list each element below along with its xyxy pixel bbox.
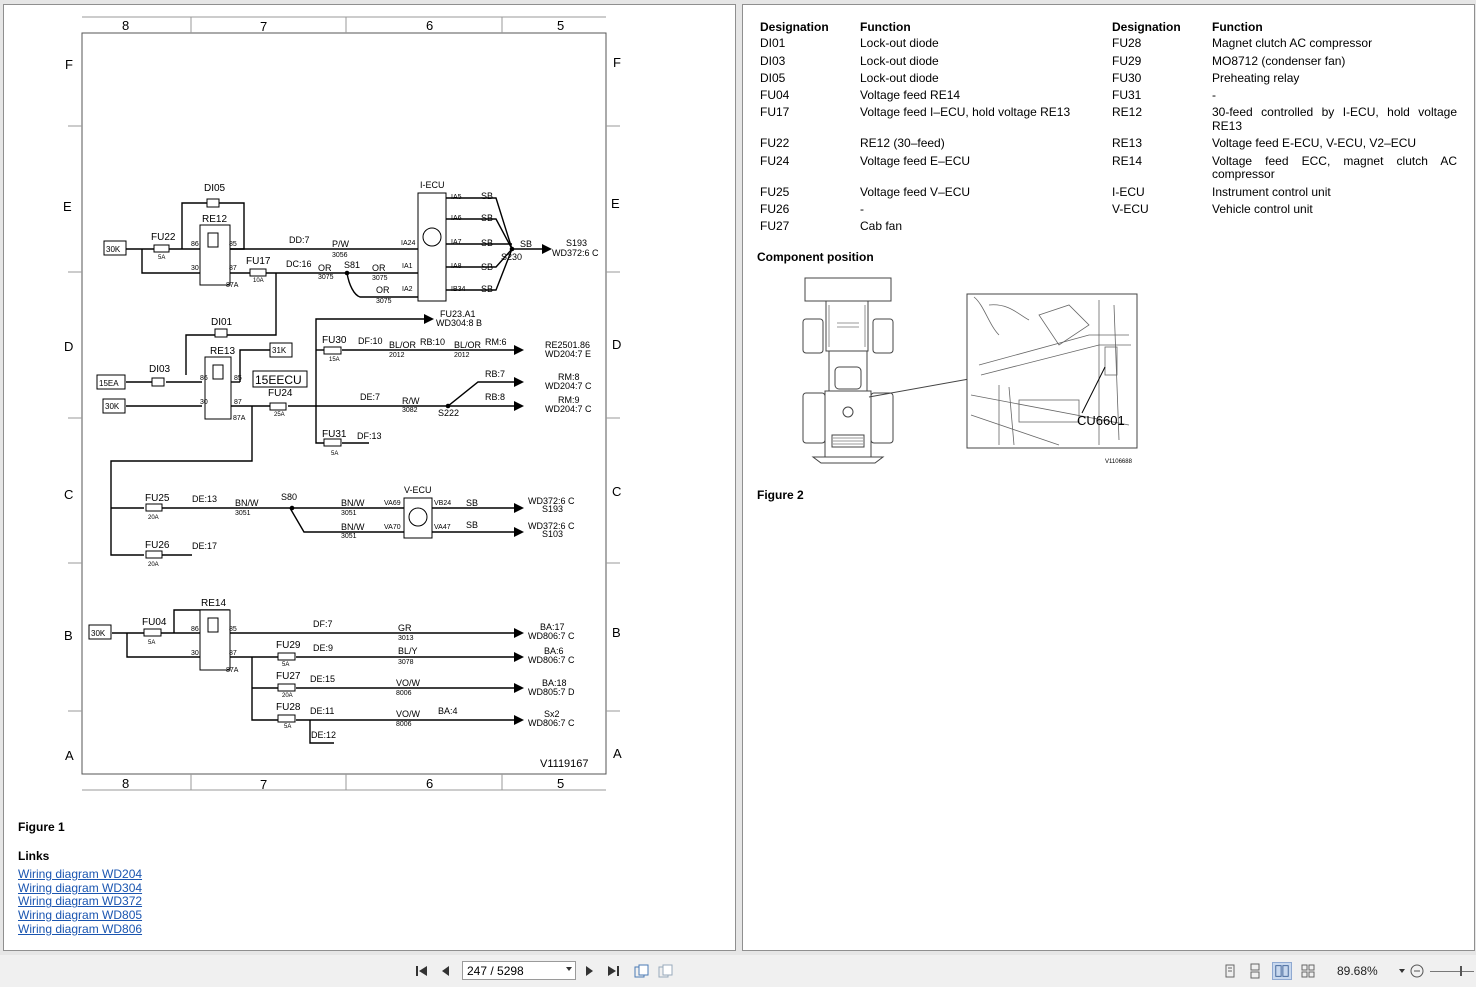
label-15ea: 15EA xyxy=(99,379,119,388)
grid-col-label: 8 xyxy=(122,18,130,33)
function-cell: RE12 (30–feed) xyxy=(860,136,945,151)
label-wd805: WD805:7 D xyxy=(528,687,575,697)
label-pin: 30 xyxy=(200,399,208,406)
label-3078: 3078 xyxy=(398,659,414,666)
grid-col-label: 7 xyxy=(260,777,268,792)
label-pw: P/W xyxy=(332,239,349,249)
label-sx2: Sx2 xyxy=(544,709,560,719)
table-row xyxy=(1112,72,1457,89)
page-number-value: 247 / 5298 xyxy=(467,964,524,978)
label-de15: DE:15 xyxy=(310,674,336,684)
label-blor: BL/OR xyxy=(389,340,417,350)
table-row xyxy=(1112,137,1457,154)
label-ia1: IA1 xyxy=(402,263,413,270)
label-s81: S81 xyxy=(344,260,361,270)
label-gr: GR xyxy=(398,623,412,633)
grid-row-label: D xyxy=(612,337,622,352)
label-pin: 86 xyxy=(191,241,199,248)
function-cell: Lock-out diode xyxy=(860,53,939,68)
label-sb: SB xyxy=(466,520,479,530)
designation-table-left xyxy=(760,20,1100,238)
label-3056: 3056 xyxy=(332,252,348,259)
label-fu26: FU26 xyxy=(145,540,170,551)
label-rb10: RB:10 xyxy=(420,337,446,347)
function-cell: Voltage feed E-ECU, V-ECU, V2–ECU xyxy=(1212,136,1417,151)
designation-cell: FU25 xyxy=(760,184,790,199)
label-bnw: BN/W xyxy=(341,498,365,508)
label-bly: BL/Y xyxy=(398,646,418,656)
link-wd806[interactable]: Wiring diagram WD806 xyxy=(18,921,143,936)
label-2012: 2012 xyxy=(454,352,470,359)
link-wd805[interactable]: Wiring diagram WD805 xyxy=(18,908,143,923)
label-wd806: WD806:7 C xyxy=(528,655,575,665)
label-fu22: FU22 xyxy=(151,232,176,243)
callout-cu6601: CU6601 xyxy=(1077,413,1125,428)
label-fu04-a: 5A xyxy=(148,640,156,646)
label-or: OR xyxy=(318,263,332,273)
designation-cell: DI01 xyxy=(760,36,786,51)
label-fu22-a: 5A xyxy=(158,255,166,261)
label-or: OR xyxy=(376,285,390,295)
last-page-icon[interactable] xyxy=(605,963,621,979)
designation-cell: FU17 xyxy=(760,105,790,120)
label-pin: 85 xyxy=(229,241,237,248)
grid-row-label: F xyxy=(613,55,621,70)
function-cell: - xyxy=(860,202,864,217)
label-30k: 30K xyxy=(105,402,120,411)
label-wd204-c: WD204:7 C xyxy=(545,381,592,391)
label-fu04: FU04 xyxy=(142,617,167,628)
label-fu24-a: 25A xyxy=(274,412,285,418)
label-pin: 87A xyxy=(233,415,246,422)
link-wd204[interactable]: Wiring diagram WD204 xyxy=(18,867,143,881)
label-bnw: BN/W xyxy=(341,522,365,532)
table-row xyxy=(1112,55,1457,72)
label-8006: 8006 xyxy=(396,721,412,728)
two-page-view-icon[interactable] xyxy=(1272,962,1292,980)
function-cell: Lock-out diode xyxy=(860,36,939,51)
label-pin: 86 xyxy=(200,375,208,382)
label-wd304: WD304:8 B xyxy=(436,318,483,328)
label-pin: 86 xyxy=(191,626,199,633)
designation-cell: DI03 xyxy=(760,53,786,68)
label-ba17: BA:17 xyxy=(540,622,565,632)
label-3082: 3082 xyxy=(402,407,418,414)
label-de7: DE:7 xyxy=(360,392,381,402)
first-page-icon[interactable] xyxy=(414,963,430,979)
label-wd372: WD372:6 C xyxy=(528,496,575,506)
zoom-slider[interactable] xyxy=(1430,971,1474,972)
figure-2-caption: Figure 2 xyxy=(757,488,804,502)
label-s230: S230 xyxy=(501,252,523,262)
label-ia5: IA5 xyxy=(451,194,462,201)
grid-row-label: D xyxy=(64,339,74,354)
figure-1-caption: Figure 1 xyxy=(18,820,65,834)
table-row xyxy=(1112,186,1457,203)
label-fu28-a: 5A xyxy=(284,724,292,730)
label-s222: S222 xyxy=(438,408,460,418)
label-3013: 3013 xyxy=(398,635,414,642)
label-fu17: FU17 xyxy=(246,256,271,267)
label-va69: VA69 xyxy=(384,500,401,507)
links-list xyxy=(18,868,142,937)
label-wd372: WD372:6 C xyxy=(552,248,599,258)
table-row xyxy=(760,220,1100,237)
col-header-function: Function xyxy=(1212,20,1263,34)
designation-cell: I-ECU xyxy=(1112,184,1145,199)
label-or: OR xyxy=(372,263,386,273)
designation-cell: RE13 xyxy=(1112,136,1143,151)
illustration-id: V1106688 xyxy=(1105,459,1132,465)
label-df13: DF:13 xyxy=(357,431,382,441)
label-de12: DE:12 xyxy=(311,730,337,740)
designation-cell: FU26 xyxy=(760,202,790,217)
col-header-designation: Designation xyxy=(1112,20,1181,34)
label-fu29-a: 5A xyxy=(282,662,290,668)
label-fu27: FU27 xyxy=(276,671,301,682)
label-8006: 8006 xyxy=(396,690,412,697)
label-sb: SB xyxy=(520,239,533,249)
function-cell: Cab fan xyxy=(860,219,903,234)
label-de13: DE:13 xyxy=(192,494,218,504)
link-wd304[interactable]: Wiring diagram WD304 xyxy=(18,880,143,895)
document-page-left xyxy=(3,4,736,951)
label-rb8: RB:8 xyxy=(485,392,506,402)
label-ib34: IB34 xyxy=(451,286,466,293)
zoom-out-icon[interactable] xyxy=(1409,963,1425,979)
designation-cell: FU31 xyxy=(1112,88,1142,103)
function-cell: Instrument control unit xyxy=(1212,184,1331,199)
label-rw: R/W xyxy=(402,396,420,406)
next-page-icon[interactable] xyxy=(581,963,597,979)
label-va70: VA70 xyxy=(384,524,401,531)
label-df7: DF:7 xyxy=(313,619,333,629)
grid-row-label: B xyxy=(64,628,73,643)
scroll-view-icon[interactable] xyxy=(1300,963,1316,979)
label-s80: S80 xyxy=(281,492,298,502)
col-header-designation: Designation xyxy=(760,20,829,34)
table-row xyxy=(1112,203,1457,220)
label-di03: DI03 xyxy=(149,364,171,375)
label-3075: 3075 xyxy=(318,274,334,281)
label-pin: 85 xyxy=(234,375,242,382)
label-re13: RE13 xyxy=(210,346,236,357)
grid-row-label: C xyxy=(612,484,622,499)
label-re14: RE14 xyxy=(201,598,227,609)
designation-table-right xyxy=(1112,20,1457,220)
label-ia7: IA7 xyxy=(451,239,462,246)
label-va47: VA47 xyxy=(434,524,451,531)
label-v-ecu: V-ECU xyxy=(404,485,432,495)
continuous-view-icon[interactable] xyxy=(1247,963,1263,979)
designation-cell: FU04 xyxy=(760,88,790,103)
label-sb: SB xyxy=(481,238,494,248)
grid-col-label: 7 xyxy=(260,19,268,34)
label-vb24: VB24 xyxy=(434,500,452,507)
link-wd372[interactable]: Wiring diagram WD372 xyxy=(18,894,143,909)
label-pin: 87A xyxy=(226,282,239,289)
chevron-down-icon xyxy=(566,967,572,971)
label-ia6: IA6 xyxy=(451,215,462,222)
function-cell: - xyxy=(1212,88,1216,103)
label-15eecu: 15EECU xyxy=(255,373,302,387)
col-header-function: Function xyxy=(860,20,911,34)
table-row xyxy=(1112,89,1457,106)
zoom-dropdown-chevron-icon[interactable] xyxy=(1399,969,1405,973)
label-de9: DE:9 xyxy=(313,643,334,653)
table-row xyxy=(760,106,1100,137)
grid-row-label: B xyxy=(612,625,621,640)
table-row xyxy=(760,203,1100,220)
grid-col-label: 5 xyxy=(557,776,565,791)
label-wd806: WD806:7 C xyxy=(528,718,575,728)
label-pin: 30 xyxy=(191,265,199,272)
label-pin: 30 xyxy=(191,650,199,657)
label-ba6: BA:6 xyxy=(544,646,564,656)
previous-page-icon[interactable] xyxy=(438,963,454,979)
label-fu29: FU29 xyxy=(276,640,301,651)
label-de17: DE:17 xyxy=(192,541,218,551)
label-30k: 30K xyxy=(91,629,106,638)
label-pin: 85 xyxy=(229,626,237,633)
label-sb: SB xyxy=(481,213,494,223)
label-rm6: RM:6 xyxy=(485,337,507,347)
label-30k: 30K xyxy=(106,245,121,254)
label-fu25: FU25 xyxy=(145,493,170,504)
label-fu27-a: 20A xyxy=(282,693,293,699)
label-fu17-a: 10A xyxy=(253,278,264,284)
label-wd372: WD372:6 C xyxy=(528,521,575,531)
label-s193: S193 xyxy=(566,238,588,248)
function-cell: MO8712 (condenser fan) xyxy=(1212,53,1346,68)
designation-cell: DI05 xyxy=(760,70,786,85)
label-re12: RE12 xyxy=(202,214,228,225)
label-fu31: FU31 xyxy=(322,429,347,440)
label-pin: 87 xyxy=(229,265,237,272)
extract-page-icon[interactable] xyxy=(633,963,649,979)
label-3051: 3051 xyxy=(341,510,357,517)
label-ba4: BA:4 xyxy=(438,706,458,716)
label-sb: SB xyxy=(481,284,494,294)
drawing-id: V1119167 xyxy=(540,758,589,770)
table-row xyxy=(1112,37,1457,54)
table-row xyxy=(760,89,1100,106)
label-pin: 87A xyxy=(226,667,239,674)
table-row xyxy=(1112,155,1457,186)
function-cell: Voltage feed I–ECU, hold voltage RE13 xyxy=(860,105,1071,120)
insert-page-icon[interactable] xyxy=(657,963,673,979)
label-fu24: FU24 xyxy=(268,388,293,399)
designation-cell: V-ECU xyxy=(1112,202,1149,217)
label-3075: 3075 xyxy=(376,298,392,305)
function-cell: Voltage feed ECC, magnet clutch AC compressor xyxy=(1212,153,1457,182)
label-s193: S193 xyxy=(542,504,564,514)
designation-cell: FU27 xyxy=(760,219,790,234)
label-fu23: FU23.A1 xyxy=(440,309,476,319)
zoom-slider-handle[interactable] xyxy=(1460,966,1462,976)
label-ia24: IA24 xyxy=(401,240,416,247)
grid-row-label: E xyxy=(611,196,620,211)
label-31k: 31K xyxy=(272,346,287,355)
label-sb: SB xyxy=(481,262,494,272)
label-2012: 2012 xyxy=(389,352,405,359)
label-fu28: FU28 xyxy=(276,702,301,713)
function-cell: Preheating relay xyxy=(1212,70,1300,85)
label-wd204-c: WD204:7 C xyxy=(545,404,592,414)
designation-cell: RE12 xyxy=(1112,105,1143,120)
label-sb: SB xyxy=(481,191,494,201)
label-dc16: DC:16 xyxy=(286,259,312,269)
label-sb: SB xyxy=(466,498,479,508)
label-ba18: BA:18 xyxy=(542,678,567,688)
label-s103: S103 xyxy=(542,529,564,539)
table-row xyxy=(760,155,1100,186)
function-cell: Lock-out diode xyxy=(860,70,939,85)
grid-col-label: 6 xyxy=(426,18,434,33)
table-row xyxy=(760,72,1100,89)
label-3075: 3075 xyxy=(372,275,388,282)
function-cell: Vehicle control unit xyxy=(1212,202,1313,217)
label-de11: DE:11 xyxy=(310,706,335,716)
label-fu25-a: 20A xyxy=(148,515,159,521)
grid-col-label: 8 xyxy=(122,776,130,791)
label-re2501: RE2501.86 xyxy=(545,340,591,350)
label-pin: 87 xyxy=(234,399,242,406)
grid-row-label: F xyxy=(65,57,73,72)
designation-cell: RE14 xyxy=(1112,153,1143,168)
label-3051: 3051 xyxy=(235,510,251,517)
function-cell: Voltage feed E–ECU xyxy=(860,153,971,168)
label-wd204-e: WD204:7 E xyxy=(545,349,592,359)
function-cell: Voltage feed V–ECU xyxy=(860,184,971,199)
designation-cell: FU28 xyxy=(1112,36,1142,51)
function-cell: Magnet clutch AC compressor xyxy=(1212,36,1373,51)
label-fu30-a: 15A xyxy=(329,357,340,363)
page-number-select[interactable] xyxy=(462,961,576,980)
label-di05: DI05 xyxy=(204,183,226,194)
grid-row-label: A xyxy=(65,748,74,763)
label-vow: VO/W xyxy=(396,709,420,719)
grid-row-label: A xyxy=(613,746,622,761)
viewer-toolbar xyxy=(0,955,1476,987)
grid-col-label: 5 xyxy=(557,18,565,33)
label-df10: DF:10 xyxy=(358,336,383,346)
designation-cell: FU24 xyxy=(760,153,790,168)
label-rb7: RB:7 xyxy=(485,369,506,379)
table-row xyxy=(760,186,1100,203)
grid-col-label: 6 xyxy=(426,776,434,791)
label-dd7: DD:7 xyxy=(289,235,310,245)
function-cell: 30-feed controlled by I-ECU, hold voltage RE13 xyxy=(1212,105,1457,133)
label-blor: BL/OR xyxy=(454,340,482,350)
label-rm8: RM:8 xyxy=(558,372,580,382)
designation-cell: FU22 xyxy=(760,136,790,151)
label-rm9: RM:9 xyxy=(558,395,580,405)
label-i-ecu: I-ECU xyxy=(420,180,445,190)
table-row xyxy=(760,37,1100,54)
label-ia8: IA8 xyxy=(451,263,462,270)
component-position-illustration xyxy=(799,275,1139,467)
links-heading: Links xyxy=(18,849,50,863)
designation-cell: FU30 xyxy=(1112,70,1142,85)
document-page-right xyxy=(742,4,1475,951)
label-fu30: FU30 xyxy=(322,335,347,346)
label-ia2: IA2 xyxy=(402,286,413,293)
component-position-heading: Component position xyxy=(757,250,874,264)
table-row xyxy=(1112,106,1457,137)
function-cell: Voltage feed RE14 xyxy=(860,88,961,103)
label-wd806: WD806:7 C xyxy=(528,631,575,641)
zoom-level[interactable]: 89.68% xyxy=(1337,964,1378,978)
designation-cell: FU29 xyxy=(1112,53,1142,68)
label-bnw: BN/W xyxy=(235,498,259,508)
label-pin: 87 xyxy=(229,650,237,657)
wiring-diagram xyxy=(4,5,735,825)
grid-row-label: C xyxy=(64,487,74,502)
single-page-view-icon[interactable] xyxy=(1222,963,1238,979)
label-fu31-a: 5A xyxy=(331,451,339,457)
label-3051: 3051 xyxy=(341,533,357,540)
label-vow: VO/W xyxy=(396,678,420,688)
table-row xyxy=(760,55,1100,72)
label-di01: DI01 xyxy=(211,317,233,328)
grid-row-label: E xyxy=(63,199,72,214)
table-row xyxy=(760,137,1100,154)
label-fu26-a: 20A xyxy=(148,562,159,568)
